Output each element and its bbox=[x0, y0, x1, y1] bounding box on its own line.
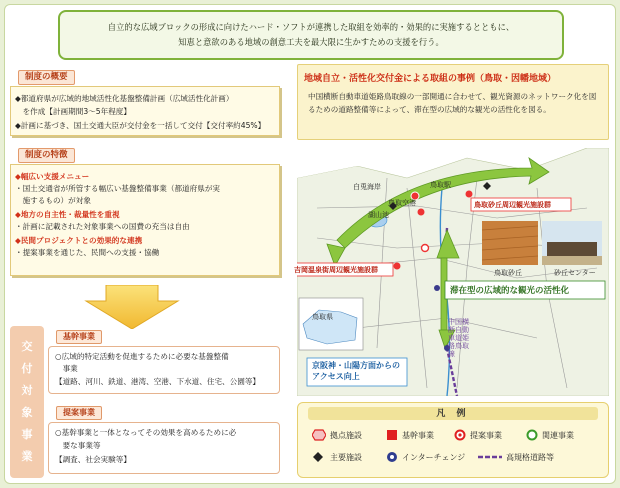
map-label-sakyu-center: 砂丘センター bbox=[554, 269, 596, 277]
overview-item: を作成【計画期間3～5年程度】 bbox=[15, 107, 131, 116]
overview-item: ◆都道府県が広域的地域活性化基盤整備計画（広域活性化計画） bbox=[15, 94, 234, 103]
banner-line-1: 自立的な広域ブロックの形成に向けたハード・ソフトが連携した取組を効率的・効果的に実施するとともに、 bbox=[107, 22, 515, 32]
legend-item-related-project: 関連事業 bbox=[542, 431, 574, 440]
legend-item-base-project: 基幹事業 bbox=[402, 431, 434, 440]
proposal-project-item: 要な事業等 bbox=[55, 441, 101, 450]
map-label-airport: 鳥取空港 bbox=[388, 199, 416, 207]
map-label-sakyu-group: 鳥取砂丘周辺観光施設群 bbox=[474, 201, 551, 209]
case-study-box bbox=[297, 64, 609, 140]
legend-item-highway: 高規格道路等 bbox=[506, 453, 554, 462]
side-char: 交 bbox=[21, 340, 33, 353]
legend-title: 凡 例 bbox=[436, 409, 470, 419]
feature-heading: ◆民間プロジェクトとの効果的な連携 bbox=[15, 236, 143, 245]
summary-banner bbox=[58, 10, 564, 60]
feature-heading: ◆地方の自主性・裁量性を重視 bbox=[15, 210, 120, 219]
map-label-access: 京阪神・山陽方面からのアクセス向上 bbox=[312, 361, 400, 381]
legend-item-proposal-project: 提案事業 bbox=[470, 431, 502, 440]
side-char: 対 bbox=[21, 384, 33, 397]
map-label-hakuto: 白兎海岸 bbox=[353, 183, 381, 191]
side-char: 業 bbox=[21, 450, 33, 463]
base-project-item: 事業 bbox=[55, 364, 78, 373]
base-project-item: ○広域的特定活動を促進するために必要な基盤整備 bbox=[55, 352, 229, 361]
legend-item-base-facility: 拠点施設 bbox=[330, 431, 362, 440]
diamond-icon bbox=[312, 451, 324, 463]
overview-box bbox=[10, 86, 280, 136]
feature-heading: ◆幅広い支援メニュー bbox=[15, 172, 90, 181]
map-label-koyama: 湖山池 bbox=[368, 211, 389, 219]
features-tag: 制度の特徴 bbox=[18, 148, 75, 163]
highway-line-icon bbox=[478, 453, 502, 461]
map-label-yoshioka-group: 吉岡温泉街周辺観光施設群 bbox=[294, 266, 378, 274]
map-label-inset: 鳥取県 bbox=[312, 313, 333, 321]
funding-side-label bbox=[10, 326, 44, 478]
down-arrow-icon bbox=[84, 285, 180, 329]
base-project-item: 【道路、河川、鉄道、港湾、空港、下水道、住宅、公園等】 bbox=[55, 377, 261, 386]
feature-item: ・提案事業を通じた、民間への支援・協働 bbox=[15, 248, 160, 257]
base-project-box bbox=[48, 346, 280, 394]
proposal-project-box bbox=[48, 422, 280, 474]
proposal-project-item: ○基幹事業と一体となってその効果を高めるために必 bbox=[55, 428, 237, 437]
side-char: 象 bbox=[21, 406, 33, 419]
overview-item: ◆計画に基づき、国土交通大臣が交付金を一括して交付【交付率約45%】 bbox=[15, 121, 266, 130]
feature-item: 施するもの）が対象 bbox=[15, 196, 91, 205]
red-ring-icon bbox=[454, 429, 466, 441]
interchange-icon bbox=[386, 451, 398, 463]
case-study-body: 中国横断自動車道姫路鳥取線の一部開通に合わせて、観光資源のネットワーク化を図るための道路整備等によって、滞在型の広域的な観光の活性化を図る。 bbox=[308, 92, 597, 114]
red-square-icon bbox=[386, 429, 398, 441]
feature-item: ・計画に記載された対象事業への国費の充当は自由 bbox=[15, 222, 190, 231]
map-label-stay: 滞在型の広域的な観光の活性化 bbox=[450, 286, 570, 296]
green-ring-icon bbox=[526, 429, 538, 441]
side-char: 付 bbox=[21, 362, 33, 375]
proposal-project-item: 【調査、社会実験等】 bbox=[55, 455, 131, 464]
map-label-sakyu-photo: 鳥取砂丘 bbox=[494, 269, 522, 277]
proposal-project-tag: 提案事業 bbox=[56, 406, 102, 420]
legend-item-interchange: インターチェンジ bbox=[402, 453, 466, 462]
map-label-station: 鳥取駅 bbox=[430, 181, 451, 189]
base-project-tag: 基幹事業 bbox=[56, 330, 102, 344]
legend-panel bbox=[297, 402, 609, 478]
banner-line-2: 知恵と意欲のある地域の創意工夫を最大限に生かすための支援を行う。 bbox=[178, 37, 444, 47]
hexagon-icon bbox=[312, 429, 326, 441]
case-study-title: 地域自立・活性化交付金による取組の事例（鳥取・因幡地域） bbox=[304, 74, 557, 84]
features-box bbox=[10, 164, 280, 276]
legend-item-main-facility: 主要施設 bbox=[330, 453, 362, 462]
map-label-expressway: 中国横断自動車道姫路鳥取線 bbox=[448, 318, 469, 358]
feature-item: ・国土交通省が所管する幅広い基盤整備事業（都道府県が実 bbox=[15, 184, 221, 193]
overview-tag: 制度の概要 bbox=[18, 70, 75, 85]
side-char: 事 bbox=[21, 428, 33, 441]
